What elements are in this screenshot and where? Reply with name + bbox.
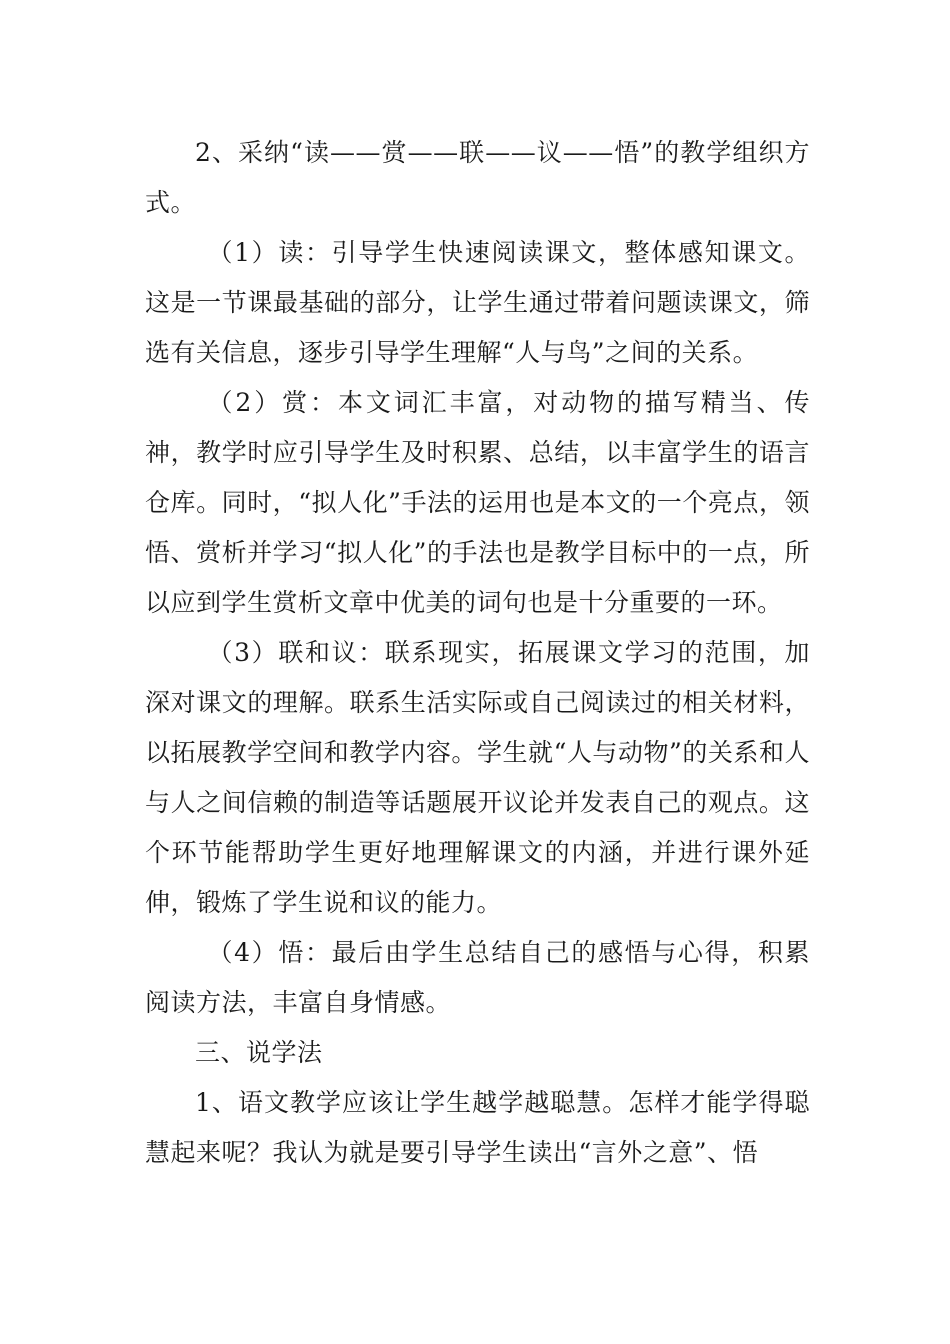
paragraph-step-realize: （4）悟：最后由学生总结自己的感悟与心得，积累阅读方法，丰富自身情感。 bbox=[145, 938, 810, 1017]
document-body bbox=[145, 128, 810, 1178]
paragraph-teaching-method: 2、采纳“读——赏——联——议——悟”的教学组织方式。 bbox=[145, 138, 810, 217]
paragraph-step-read: （1）读：引导学生快速阅读课文，整体感知课文。这是一节课最基础的部分，让学生通过带着问题读课文，筛选有关信息，逐步引导学生理解“人与鸟”之间的关系。 bbox=[145, 238, 810, 367]
paragraph-step-appreciate: （2）赏：本文词汇丰富，对动物的描写精当、传神，教学时应引导学生及时积累、总结，以丰富学生的语言仓库。同时，“拟人化”手法的运用也是本文的一个亮点，领悟、赏析并学习“拟人化”的手法也是教学目标中的一点，所以应到学生赏析文章中优美的词句也是十分重要的一环。 bbox=[145, 388, 810, 617]
paragraph-learning-method-1: 1、语文教学应该让学生越学越聪慧。怎样才能学得聪慧起来呢？我认为就是要引导学生读出“言外之意”、悟 bbox=[145, 1088, 810, 1167]
paragraph-step-connect-discuss: （3）联和议：联系现实，拓展课文学习的范围，加深对课文的理解。联系生活实际或自己阅读过的相关材料，以拓展教学空间和教学内容。学生就“人与动物”的关系和人与人之间信赖的制造等话题展开议论并发表自己的观点。这个环节能帮助学生更好地理解课文的内涵，并进行课外延伸，锻炼了学生说和议的能力。 bbox=[145, 638, 810, 917]
section-heading-learning-method: 三、说学法 bbox=[195, 1038, 323, 1067]
